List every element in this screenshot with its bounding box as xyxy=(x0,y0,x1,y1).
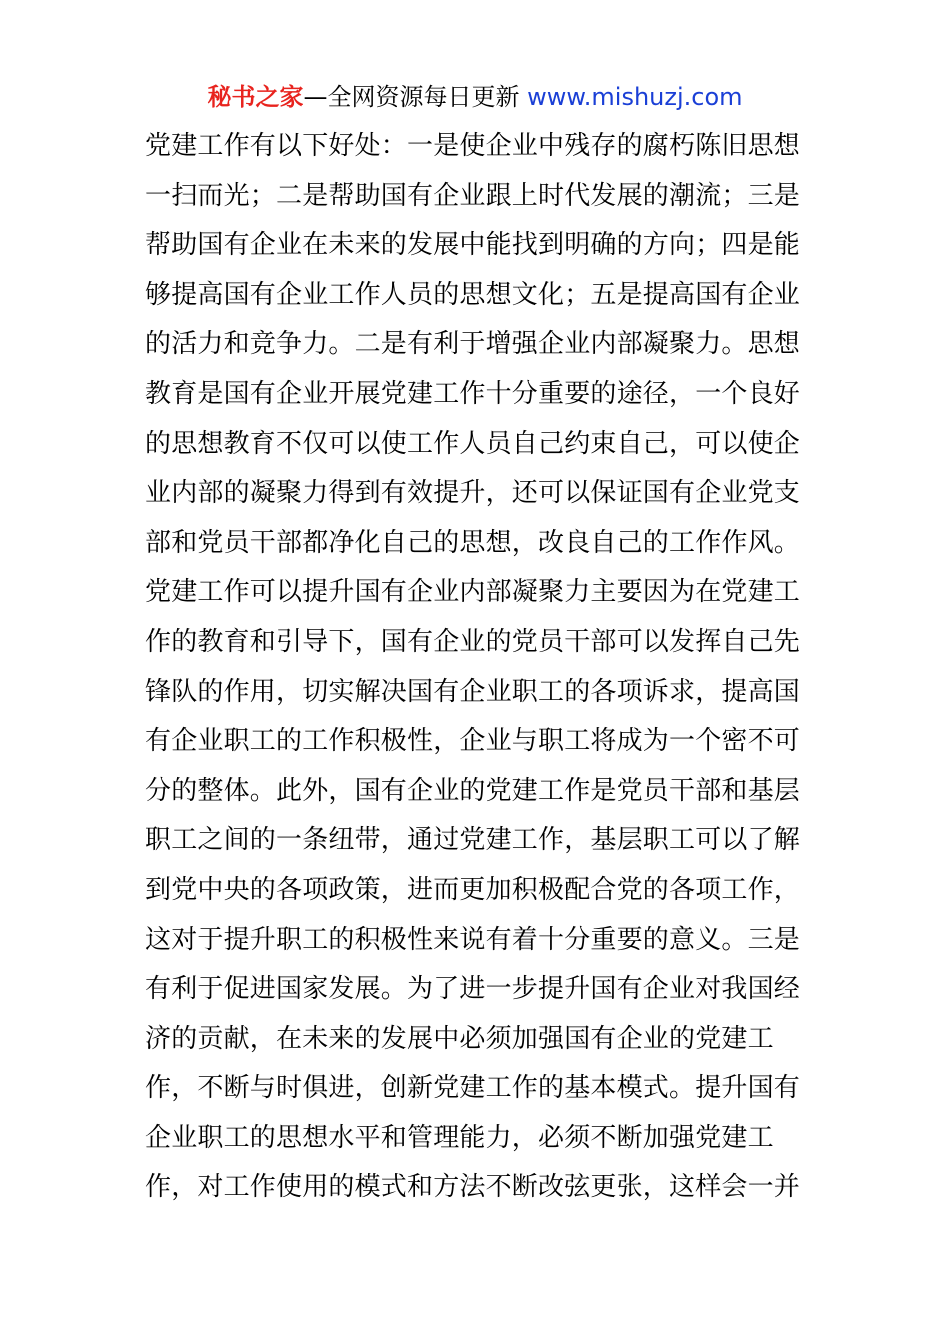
text-line: 济的贡献，在未来的发展中必须加强国有企业的党建工 xyxy=(145,1023,774,1054)
body-paragraph xyxy=(145,122,815,1213)
text-line: 到党中央的各项政策，进而更加积极配合党的各项工作， xyxy=(145,874,801,905)
text-line: 业内部的凝聚力得到有效提升，还可以保证国有企业党支 xyxy=(145,478,801,509)
text-line: 帮助国有企业在未来的发展中能找到明确的方向；四是能 xyxy=(145,230,801,261)
text-line: 够提高国有企业工作人员的思想文化；五是提高国有企业 xyxy=(145,279,801,310)
text-line: 党建工作可以提升国有企业内部凝聚力主要因为在党建工 xyxy=(145,577,801,608)
text-line: 企业职工的思想水平和管理能力，必须不断加强党建工 xyxy=(145,1122,774,1153)
text-line: 有企业职工的工作积极性，企业与职工将成为一个密不可 xyxy=(145,726,801,757)
text-line: 分的整体。此外，国有企业的党建工作是党员干部和基层 xyxy=(145,775,801,806)
site-header xyxy=(0,80,950,114)
text-line: 这对于提升职工的积极性来说有着十分重要的意义。三是 xyxy=(145,924,801,955)
text-line: 锋队的作用，切实解决国有企业职工的各项诉求，提高国 xyxy=(145,676,801,707)
text-line: 的活力和竞争力。二是有利于增强企业内部凝聚力。思想 xyxy=(145,329,801,360)
text-line: 职工之间的一条纽带，通过党建工作，基层职工可以了解 xyxy=(145,825,801,856)
text-line: 一扫而光；二是帮助国有企业跟上时代发展的潮流；三是 xyxy=(145,180,801,211)
text-line: 有利于促进国家发展。为了进一步提升国有企业对我国经 xyxy=(145,974,801,1005)
text-line: 作的教育和引导下，国有企业的党员干部可以发挥自己先 xyxy=(145,626,801,657)
text-line: 作，对工作使用的模式和方法不断改弦更张，这样会一并 xyxy=(145,1172,801,1203)
text-line: 的思想教育不仅可以使工作人员自己约束自己，可以使企 xyxy=(145,428,801,459)
site-brand: 秘书之家 xyxy=(207,83,304,111)
text-line: 作，不断与时俱进，创新党建工作的基本模式。提升国有 xyxy=(145,1073,801,1104)
text-line: 教育是国有企业开展党建工作十分重要的途径，一个良好 xyxy=(145,378,801,409)
text-line: 党建工作有以下好处：一是使企业中残存的腐朽陈旧思想 xyxy=(145,131,801,161)
site-tagline: —全网资源每日更新 xyxy=(303,83,528,111)
site-url-link[interactable]: www.mishuzj.com xyxy=(527,83,743,111)
text-line: 部和党员干部都净化自己的思想，改良自己的工作作风。 xyxy=(145,527,801,558)
